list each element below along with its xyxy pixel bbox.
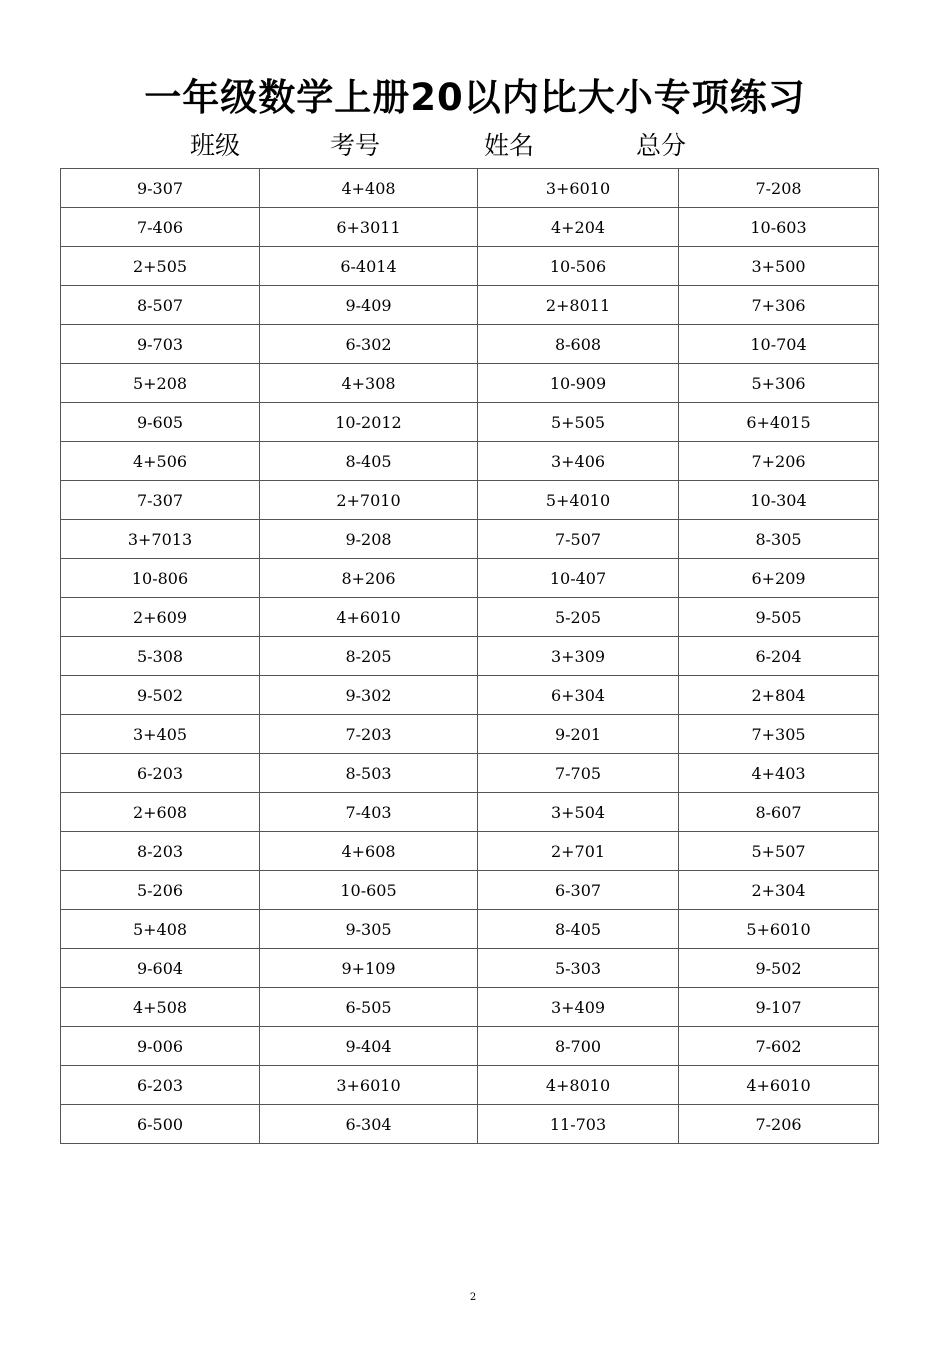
exercise-cell: 8-700 <box>478 1027 679 1066</box>
exercise-cell: 3+405 <box>61 715 260 754</box>
exercise-cell: 3+6010 <box>260 1066 478 1105</box>
table-row <box>61 871 879 910</box>
exercise-cell: 6-505 <box>260 988 478 1027</box>
exercise-cell: 5+505 <box>478 403 679 442</box>
table-row <box>61 442 879 481</box>
exercise-cell: 7-507 <box>478 520 679 559</box>
exercise-cell: 5+306 <box>679 364 879 403</box>
exercise-cell: 7-403 <box>260 793 478 832</box>
exercise-cell: 4+6010 <box>679 1066 879 1105</box>
exercise-cell: 8-305 <box>679 520 879 559</box>
exercise-cell: 9-307 <box>61 169 260 208</box>
exercise-cell: 10-407 <box>478 559 679 598</box>
exercise-cell: 6-4014 <box>260 247 478 286</box>
exercise-cell: 6+4015 <box>679 403 879 442</box>
exercise-cell: 5-205 <box>478 598 679 637</box>
exercise-cell: 4+408 <box>260 169 478 208</box>
exercise-cell: 2+608 <box>61 793 260 832</box>
exercise-cell: 10-806 <box>61 559 260 598</box>
exercise-cell: 8-205 <box>260 637 478 676</box>
exercise-cell: 9-502 <box>61 676 260 715</box>
exercise-cell: 10-704 <box>679 325 879 364</box>
exercise-cell: 5-303 <box>478 949 679 988</box>
exercise-cell: 10-909 <box>478 364 679 403</box>
exercise-cell: 7-602 <box>679 1027 879 1066</box>
exercise-cell: 11-703 <box>478 1105 679 1144</box>
exercise-cell: 8-503 <box>260 754 478 793</box>
table-row <box>61 403 879 442</box>
exercise-cell: 4+308 <box>260 364 478 403</box>
class-label: 班级 <box>190 131 241 160</box>
table-row <box>61 247 879 286</box>
exercise-cell: 4+6010 <box>260 598 478 637</box>
exercise-cell: 2+505 <box>61 247 260 286</box>
table-row <box>61 676 879 715</box>
exercise-cell: 2+701 <box>478 832 679 871</box>
exercise-cell: 8-607 <box>679 793 879 832</box>
exercise-cell: 5+4010 <box>478 481 679 520</box>
exercise-cell: 6-307 <box>478 871 679 910</box>
exercise-cell: 4+204 <box>478 208 679 247</box>
exercise-table <box>60 168 879 1144</box>
table-row <box>61 1066 879 1105</box>
exercise-cell: 7-203 <box>260 715 478 754</box>
exercise-cell: 9-604 <box>61 949 260 988</box>
exercise-cell: 4+608 <box>260 832 478 871</box>
exercise-cell: 2+609 <box>61 598 260 637</box>
exercise-cell: 3+500 <box>679 247 879 286</box>
exercise-cell: 10-605 <box>260 871 478 910</box>
exercise-cell: 10-603 <box>679 208 879 247</box>
exercise-cell: 5+408 <box>61 910 260 949</box>
table-row <box>61 1105 879 1144</box>
exercise-cell: 7-206 <box>679 1105 879 1144</box>
exercise-cell: 3+504 <box>478 793 679 832</box>
table-row <box>61 286 879 325</box>
exercise-cell: 7+306 <box>679 286 879 325</box>
table-row <box>61 598 879 637</box>
table-row <box>61 793 879 832</box>
exercise-cell: 8-203 <box>61 832 260 871</box>
exercise-cell: 4+506 <box>61 442 260 481</box>
exercise-cell: 2+804 <box>679 676 879 715</box>
exercise-cell: 9-201 <box>478 715 679 754</box>
table-row <box>61 364 879 403</box>
exercise-cell: 2+304 <box>679 871 879 910</box>
table-row <box>61 169 879 208</box>
table-row <box>61 637 879 676</box>
exercise-cell: 7-705 <box>478 754 679 793</box>
exercise-cell: 6+304 <box>478 676 679 715</box>
exercise-cell: 8-405 <box>260 442 478 481</box>
table-row <box>61 559 879 598</box>
exercise-cell: 3+409 <box>478 988 679 1027</box>
exercise-cell: 8-507 <box>61 286 260 325</box>
exercise-cell: 9-502 <box>679 949 879 988</box>
exercise-cell: 6+3011 <box>260 208 478 247</box>
exercise-cell: 3+7013 <box>61 520 260 559</box>
exercise-cell: 9-703 <box>61 325 260 364</box>
exercise-cell: 4+8010 <box>478 1066 679 1105</box>
exam-number-label: 考号 <box>330 131 381 160</box>
exercise-cell: 4+508 <box>61 988 260 1027</box>
exercise-cell: 10-2012 <box>260 403 478 442</box>
exercise-cell: 6-203 <box>61 754 260 793</box>
table-row <box>61 910 879 949</box>
table-row <box>61 949 879 988</box>
exercise-cell: 6+209 <box>679 559 879 598</box>
exercise-cell: 5-206 <box>61 871 260 910</box>
exercise-cell: 3+309 <box>478 637 679 676</box>
exercise-cell: 6-302 <box>260 325 478 364</box>
exercise-cell: 9-404 <box>260 1027 478 1066</box>
exercise-cell: 7-406 <box>61 208 260 247</box>
exercise-cell: 9-605 <box>61 403 260 442</box>
exercise-cell: 8-405 <box>478 910 679 949</box>
exercise-cell: 9-305 <box>260 910 478 949</box>
exercise-cell: 10-304 <box>679 481 879 520</box>
exercise-cell: 9-107 <box>679 988 879 1027</box>
exercise-cell: 7+305 <box>679 715 879 754</box>
total-score-label: 总分 <box>636 131 687 160</box>
exercise-cell: 9-006 <box>61 1027 260 1066</box>
exercise-cell: 3+6010 <box>478 169 679 208</box>
exercise-cell: 9-208 <box>260 520 478 559</box>
exercise-cell: 7+206 <box>679 442 879 481</box>
exercise-cell: 8-608 <box>478 325 679 364</box>
table-row <box>61 325 879 364</box>
table-row <box>61 1027 879 1066</box>
exercise-cell: 6-500 <box>61 1105 260 1144</box>
exercise-cell: 5-308 <box>61 637 260 676</box>
table-row <box>61 754 879 793</box>
exercise-cell: 5+507 <box>679 832 879 871</box>
exercise-cell: 6-204 <box>679 637 879 676</box>
exercise-cell: 6-304 <box>260 1105 478 1144</box>
exercise-cell: 2+7010 <box>260 481 478 520</box>
exercise-cell: 9+109 <box>260 949 478 988</box>
exercise-cell: 7-208 <box>679 169 879 208</box>
page-title: 一年级数学上册20以内比大小专项练习 <box>144 76 806 119</box>
exercise-cell: 10-506 <box>478 247 679 286</box>
exercise-cell: 3+406 <box>478 442 679 481</box>
exercise-cell: 9-505 <box>679 598 879 637</box>
exercise-cell: 9-302 <box>260 676 478 715</box>
table-row <box>61 832 879 871</box>
table-row <box>61 988 879 1027</box>
name-label: 姓名 <box>484 131 535 160</box>
exercise-cell: 7-307 <box>61 481 260 520</box>
exercise-cell: 5+208 <box>61 364 260 403</box>
table-row <box>61 481 879 520</box>
exercise-cell: 4+403 <box>679 754 879 793</box>
exercise-cell: 5+6010 <box>679 910 879 949</box>
table-row <box>61 715 879 754</box>
exercise-cell: 2+8011 <box>478 286 679 325</box>
exercise-cell: 9-409 <box>260 286 478 325</box>
table-row <box>61 520 879 559</box>
exercise-cell: 6-203 <box>61 1066 260 1105</box>
page-number: 2 <box>469 1292 477 1303</box>
exercise-cell: 8+206 <box>260 559 478 598</box>
table-row <box>61 208 879 247</box>
